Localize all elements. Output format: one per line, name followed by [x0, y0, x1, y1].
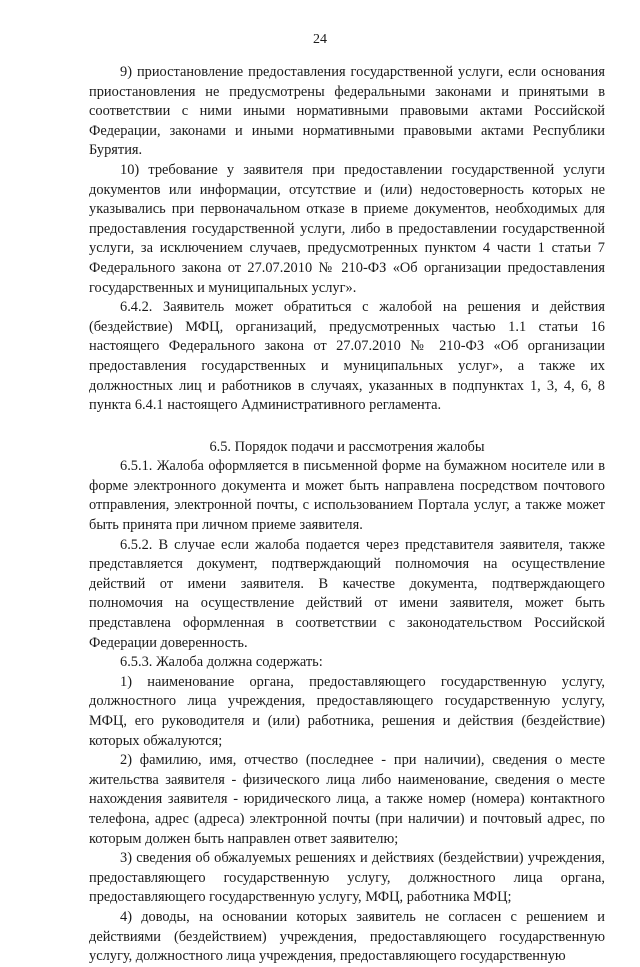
list-item-1: 1) наименование органа, предоставляющего государственную услугу, должностного лица учреждения, предоставляющего государственную услугу, МФЦ, его руководителя и (или) работника, решения и действия (бездействие) которых обжалуются; [89, 673, 605, 749]
page-number: 24 [313, 32, 327, 47]
list-item-3: 3) сведения об обжалуемых решениях и действиях (бездействии) учреждения, предоставляющего государственную услугу, должностного лица органа, предоставляющего государственную услугу, МФЦ, работника МФЦ; [89, 850, 605, 906]
document-body [89, 63, 605, 967]
paragraph-item-9: 9) приостановление предоставления государственной услуги, если основания приостановления не предусмотрены федеральными законами и принятыми в соответствии с ними иными нормативными правовыми актами Российской Федерации, законами и иными нормативными правовыми актами Республики Бурятия. [89, 64, 605, 159]
paragraph-6-5-2: 6.5.2. В случае если жалоба подается через представителя заявителя, также представляется документ, подтверждающий полномочия на осуществление действий от имени заявителя. В качестве документа, подтверждающего полномочия на осуществление действий от имени заявителя, может быть представлена оформленная в соответствии с законодательством Российской Федерации доверенность. [89, 536, 605, 651]
section-heading-6-5: 6.5. Порядок подачи и рассмотрения жалобы [209, 438, 485, 455]
paragraph-6-5-1: 6.5.1. Жалоба оформляется в письменной форме на бумажном носителе или в форме электронного документа и может быть направлена посредством почтового отправления, электронной почты, с использованием Портала услуг, а также может быть принята при личном приеме заявителя. [89, 458, 605, 534]
paragraph-item-10: 10) требование у заявителя при предоставлении государственной услуги документов или информации, отсутствие и (или) недостоверность которых не указывались при первоначальном отказе в приеме документов, необходимых для предоставления государственной услуги, либо в предоставлении государственной услуги, за исключением случаев, предусмотренных пунктом 4 части 1 статьи 7 Федерального закона от 27.07.2010 № 210-ФЗ «Об организации предоставления государственных и муниципальных услуг». [89, 161, 605, 296]
list-item-4: 4) доводы, на основании которых заявитель не согласен с решением и действиями (бездействием) учреждения, предоставляющего государственную услугу, должностного лица учреждения, предоставляющего государственную [89, 908, 605, 965]
paragraph-6-5-3: 6.5.3. Жалоба должна содержать: [120, 654, 323, 671]
paragraph-6-4-2: 6.4.2. Заявитель может обратиться с жалобой на решения и действия (бездействие) МФЦ, организаций, предусмотренных частью 1.1 статьи 16 настоящего Федерального закона от 27.07.2010 № 210-ФЗ «Об организации предоставления государственных и муниципальных услуг», а также их должностных лиц и работников в случаях, указанных в подпунктах 1, 3, 4, 6, 8 пункта 6.4.1 настоящего Административного регламента. [89, 299, 605, 414]
list-item-2: 2) фамилию, имя, отчество (последнее - при наличии), сведения о месте жительства заявителя - физического лица либо наименование, сведения о месте нахождения заявителя - юридического лица, а также номер (номера) контактного телефона, адрес (адреса) электронной почты (при наличии) и почтовый адрес, по которым должен быть направлен ответ заявителю; [89, 752, 605, 847]
